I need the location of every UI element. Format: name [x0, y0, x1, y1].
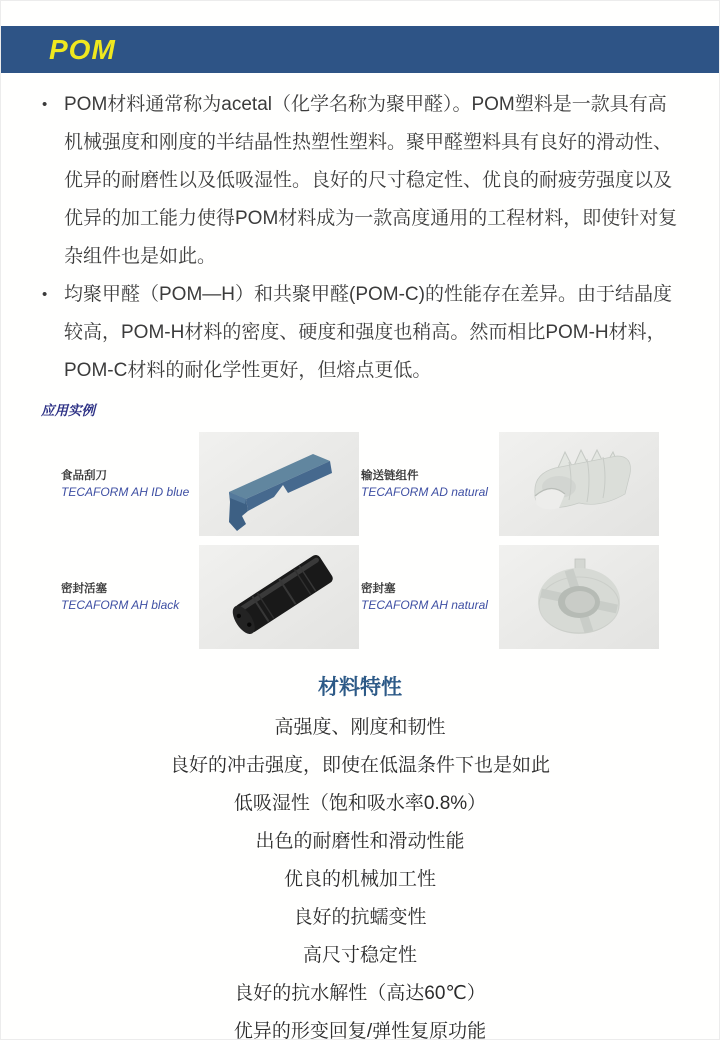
material-property-line: 高尺寸稳定性 [302, 945, 417, 966]
bullet-text: 均聚甲醛（POM—H）和共聚甲醛(POM-C)的性能存在差异。由于结晶度较高，POM-H材料的密度、硬度和强度也稍高。然而相比POM-H材料，POM-C材料的耐化学性更好，但熔点更低。 [64, 284, 672, 381]
material-properties-list [41, 709, 679, 1040]
black-piston-image [199, 545, 359, 649]
conveyor-chain-component-image [499, 432, 659, 536]
seal-plug-image [499, 545, 659, 649]
bullet-marker: • [42, 96, 48, 113]
application-grade: TECAFORM AD natural [361, 484, 488, 499]
material-property-line: 良好的冲击强度，即使在低温条件下也是如此 [169, 755, 550, 776]
application-label [361, 582, 499, 613]
material-property-line: 优异的形变回复/弹性复原功能 [233, 1021, 487, 1040]
material-property-line: 良好的抗蠕变性 [293, 907, 427, 928]
application-grade: TECAFORM AH black [61, 597, 180, 612]
application-name: 食品刮刀 [61, 469, 107, 482]
section-label-applications: 应用实例 [41, 403, 95, 418]
material-property-line: 出色的耐磨性和滑动性能 [255, 831, 465, 852]
application-label [61, 582, 199, 613]
bullet-marker: • [42, 286, 48, 303]
application-name: 密封活塞 [61, 582, 107, 595]
page-content [1, 86, 719, 1040]
intro-bullet-list [41, 86, 679, 390]
material-property-line: 低吸湿性（饱和吸水率0.8%） [233, 793, 487, 814]
section-heading-material-properties: 材料特性 [318, 676, 402, 699]
bullet-item [41, 86, 679, 276]
material-property-line: 高强度、刚度和韧性 [274, 717, 446, 738]
bullet-item [41, 276, 679, 390]
blue-scraper-image [199, 432, 359, 536]
application-example-cell [61, 545, 361, 649]
application-example-cell [361, 432, 661, 536]
application-name: 输送链组件 [361, 469, 419, 482]
application-grade: TECAFORM AH ID blue [61, 484, 190, 499]
page-title: POM [49, 33, 116, 65]
application-examples-grid [61, 432, 679, 649]
application-example-cell [361, 545, 661, 649]
application-grade: TECAFORM AH natural [361, 597, 488, 612]
application-label [361, 469, 499, 500]
header-bar [1, 26, 719, 73]
application-name: 密封塞 [361, 582, 396, 595]
bullet-text: POM材料通常称为acetal（化学名称为聚甲醛）。POM塑料是一款具有高机械强度和刚度的半结晶性热塑性塑料。聚甲醛塑料具有良好的滑动性、优异的耐磨性以及低吸湿性。良好的尺寸稳定性、优良的耐疲劳强度以及优异的加工能力使得POM材料成为一款高度通用的工程材料，即使针对复杂组件也是如此。 [64, 94, 678, 267]
material-property-line: 良好的抗水解性（高达60℃） [234, 983, 486, 1004]
application-example-cell [61, 432, 361, 536]
application-label [61, 469, 199, 500]
material-property-line: 优良的机械加工性 [283, 869, 436, 890]
